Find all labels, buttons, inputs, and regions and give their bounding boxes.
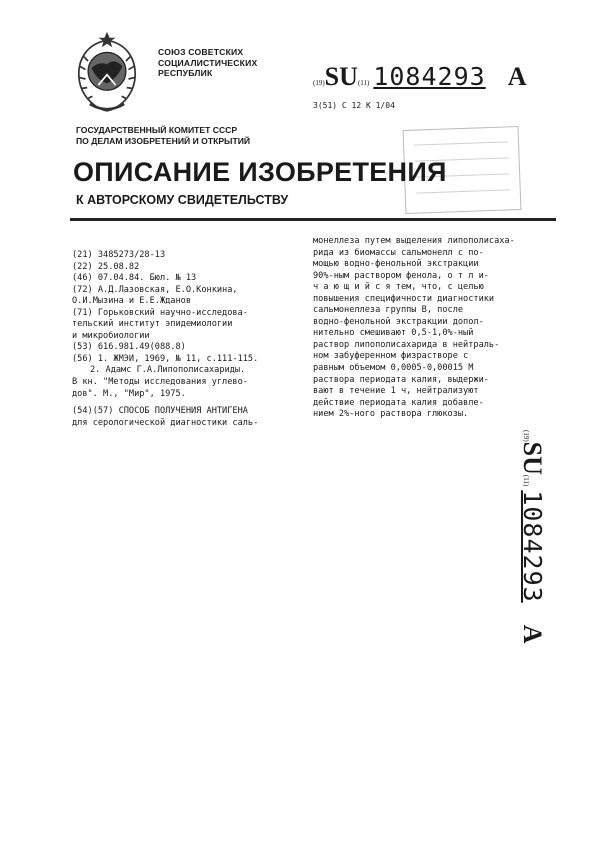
abstract-line: мощью водно-фенольной экстракции <box>313 259 479 270</box>
code-19: (19) <box>313 79 325 87</box>
biblio-line: (71) Горьковский научно-исследова- <box>72 307 248 318</box>
ussr-emblem <box>64 30 150 116</box>
biblio-line: О.И.Мызина и Е.Е.Жданов <box>72 296 191 307</box>
biblio-line: (22) 25.08.82 <box>72 261 140 272</box>
abstract-line: нием 2%-ного раствора глюкозы. <box>313 409 469 420</box>
abstract-line: сальмонеллеза группы В, после <box>313 305 464 316</box>
code-19: (19) <box>522 430 530 442</box>
biblio-line: дов". М., "Мир", 1975. <box>72 388 186 399</box>
biblio-line: для серологической диагностики саль- <box>72 417 259 428</box>
biblio-line: (72) А.Д.Лазовская, Е.О.Конкина, <box>72 284 238 295</box>
document-title: ОПИСАНИЕ ИЗОБРЕТЕНИЯ <box>73 157 447 187</box>
code-11: (11) <box>357 79 370 87</box>
biblio-line: тельский институт эпидемиологии <box>72 319 233 330</box>
abstract-line: действие периодата калия добавле- <box>313 397 484 408</box>
abstract-line: повышения специфичности диагностики <box>313 293 495 304</box>
abstract-line: раствор липополисахарида в нейтраль- <box>313 339 500 350</box>
biblio-line: и микробиологии <box>72 330 150 341</box>
abstract-line: 90%-ным раствором фенола, о т л и- <box>313 270 489 281</box>
biblio-line: (21) 3485273/28-13 <box>72 250 166 260</box>
country-line: СОЮЗ СОВЕТСКИХ <box>158 47 244 57</box>
biblio-line: В кн. "Методы исследования углево- <box>72 377 248 388</box>
biblio-line: (53) 616.981.49(088.8) <box>72 342 186 353</box>
abstract-line: раствора периодата калия, выдержи- <box>313 374 489 385</box>
abstract-line: равным объемом 0,0005-0,00015 М <box>313 363 474 374</box>
abstract-line: монеллеза путем выделения липополисаха- <box>313 236 515 246</box>
abstract-line: вают в течение 1 ч, нейтрализуют <box>313 386 479 397</box>
abstract-line: рида из биомассы сальмонелл с по- <box>313 247 484 258</box>
abstract-column <box>313 236 515 421</box>
document-subtitle: К АВТОРСКОМУ СВИДЕТЕЛЬСТВУ <box>76 193 289 207</box>
abstract-line: ном забуференном физрастворе с <box>313 351 469 362</box>
bibliographic-column <box>72 250 258 429</box>
abstract-line: ч а ю щ и й с я тем, что, с целью <box>313 282 484 293</box>
divider <box>70 218 556 221</box>
country-block <box>158 47 257 79</box>
biblio-line: 2. Адамс Г.А.Липополисахариды. <box>90 365 246 376</box>
country-line: РЕСПУБЛИК <box>158 68 213 78</box>
abstract-line: водно-фенольной экстракции допол- <box>313 316 484 327</box>
biblio-line: (46) 07.04.84. Бюл. № 13 <box>72 273 197 284</box>
committee-line: ГОСУДАРСТВЕННЫЙ КОМИТЕТ СССР <box>76 125 238 135</box>
claim-title: (54)(57) СПОСОБ ПОЛУЧЕНИЯ АНТИГЕНА <box>72 406 248 417</box>
code-11: (11) <box>522 474 530 487</box>
committee-block <box>76 125 250 147</box>
committee-line: ПО ДЕЛАМ ИЗОБРЕТЕНИЙ И ОТКРЫТИЙ <box>76 136 251 146</box>
ipc-class: 3(51) C 12 K 1/04 <box>313 101 395 110</box>
kind-code: A <box>518 624 547 644</box>
vertical-patent-number <box>518 430 567 670</box>
number: 1084293 <box>373 62 486 91</box>
kind-code: A <box>507 62 527 91</box>
country-code: SU <box>324 62 358 91</box>
patent-number <box>313 62 526 92</box>
biblio-line: (56) 1. ЖМЭИ, 1969, № 11, с.111-115. <box>72 353 259 364</box>
abstract-line: нительно смешивают 0,5-1,0%-ный <box>313 328 474 339</box>
number: 1084293 <box>518 490 547 603</box>
country-code: SU <box>518 441 547 475</box>
country-line: СОЦИАЛИСТИЧЕСКИХ <box>158 57 258 68</box>
